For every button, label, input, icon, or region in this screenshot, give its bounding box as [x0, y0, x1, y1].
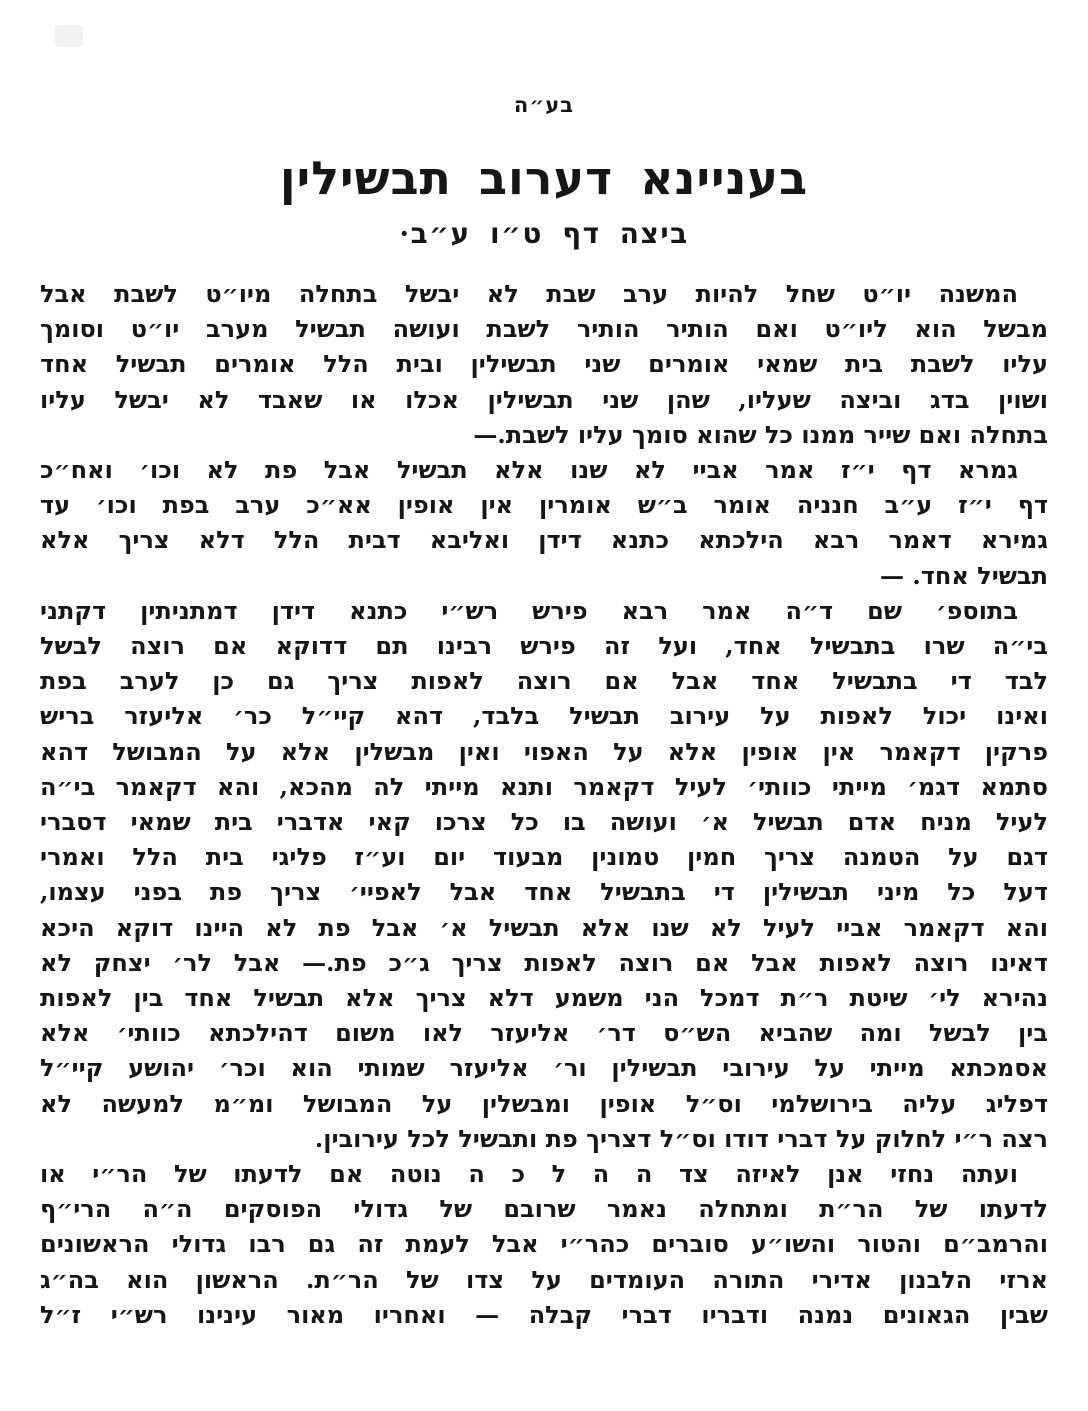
text-line: לבד די בתבשיל אחד אבל אם רוצה לאפות צריך גם כן לערב בפת — [40, 666, 1048, 696]
text-line: ושוין בדג וביצה שעליו, שהן שני תבשילין אכלו או שאבד לא יבשל עליו — [40, 384, 1048, 414]
scan-smudge-artifact — [55, 25, 83, 47]
text-line: דגם על הטמנה צריך חמין טמונין מבעוד יום וע״ז פליגי בית הלל ואמרי — [40, 842, 1048, 872]
text-line: שבין הגאונים נמנה ודבריו דברי קבלה — ואחריו מאור עינינו רש״י ז״ל — [40, 1299, 1048, 1329]
text-line: דעל כל מיני תבשילין די בתבשיל אחד אבל לאפיי׳ צריך פת בפני עצמו, — [40, 877, 1048, 907]
text-line: לעיל מניח אדם תבשיל א׳ ועושה בו כל צרכו קאי אדברי בית שמאי דסברי — [40, 807, 1048, 837]
text-line: דאינו רוצה לאפות אבל אם רוצה לאפות צריך ג״כ פת.— אבל לר׳ יצחק לא — [40, 947, 1048, 977]
text-line: דפליג עליה בירושלמי וס״ל אופין ומבשלין על המבושל ומ״מ למעשה לא — [40, 1088, 1048, 1118]
text-line: בתחלה ואם שייר ממנו כל שהוא סומך עליו לשבת.— — [473, 419, 1048, 449]
text-line: רצה ר״י לחלוק על דברי דודו וס״ל דצריך פת ותבשיל לכל עירובין. — [314, 1123, 1048, 1153]
text-line: והא דקאמר אביי לעיל לא שנו אלא תבשיל א׳ אבל פת לא היינו דוקא היכא — [40, 912, 1048, 942]
text-line: גמירא דאמר רבא הילכתא כתנא דידן ואליבא דבית הלל דלא צריך אלא — [40, 525, 1048, 555]
text-line: תבשיל אחד. — — [880, 560, 1048, 590]
text-line: ואינו יכול לאפות על עירוב תבשיל בלבד, דהא קיי״ל כר׳ אליעזר בריש — [40, 701, 1048, 731]
text-line: המשנה יו״ט שחל להיות ערב שבת לא יבשל בתחלה מיו״ט לשבת אבל — [40, 279, 1018, 308]
text-line: בין לבשל ומה שהביא הש״ס דר׳ אליעזר לאו משום דהילכתא כוותי׳ אלא — [40, 1018, 1048, 1048]
blessing-abbreviation: בע״ה — [513, 92, 575, 117]
text-line: דף י״ז ע״ב חנניה אומר ב״ש אומרין אין אופין אא״כ ערב בפת וכו׳ עד — [40, 490, 1049, 520]
text-line: נהירא לי׳ שיטת ר״ת דמכל הני משמע דלא צריך אלא תבשיל אחד בין לאפות — [40, 983, 1048, 1013]
text-line: ארזי הלבנון אדירי התורה העומדים על צדו של הר״ת. הראשון הוא בה״ג — [40, 1264, 1048, 1294]
text-line: בי״ה שרו בתבשיל אחד, ועל זה פירש רבינו תם דדוקא אם רוצה לבשל — [40, 631, 1048, 661]
text-line: בתוספ׳ שם ד״ה אמר רבא פירש רש״י כתנא דידן דמתניתין דקתני — [40, 595, 1018, 625]
text-line: מבשל הוא ליו״ט ואם הותיר הותיר לשבת ועושה תבשיל מערב יו״ט וסומך — [40, 314, 1048, 344]
body-text — [40, 276, 1048, 1332]
text-line: אסמכתא מייתי על עירובי תבשילין ור׳ אליעזר שמותי הוא וכר׳ יהושע קיי״ל — [40, 1053, 1048, 1083]
text-line: סתמא דגמ׳ מייתי כוותי׳ לעיל דקאמר ותנא מייתי לה מהכא, והא דקאמר בי״ה — [40, 771, 1048, 801]
document-title: בעניינא דערוב תבשילין — [279, 151, 809, 205]
document-subtitle: ביצה דף ט״ו ע״ב· — [399, 217, 689, 250]
text-line: לדעתו של הר״ת ומתחלה נאמר שרובם של גדולי הפוסקים ה״ה הרי״ף — [40, 1194, 1049, 1224]
text-line: פרקין דקאמר אין אופין אלא על האפוי ואין מבשלין אלא על המבושל דהא — [40, 736, 1048, 766]
text-line: עליו לשבת בית שמאי אומרים שני תבשילין ובית הלל אומרים תבשיל אחד — [40, 349, 1048, 379]
text-line: ועתה נחזי אנן לאיזה צד ה ה ל כ ה נוטה אם לדעתו של הר״י או — [40, 1159, 1018, 1189]
text-line: והרמב״ם והטור והשו״ע סוברים כהר״י אבל לעמת זה גם רבו גדולי הראשונים — [40, 1229, 1048, 1259]
page-header — [0, 0, 1088, 250]
text-line: גמרא דף י״ז אמר אביי לא שנו אלא תבשיל אבל פת לא וכו׳ ואח״כ — [40, 455, 1018, 485]
